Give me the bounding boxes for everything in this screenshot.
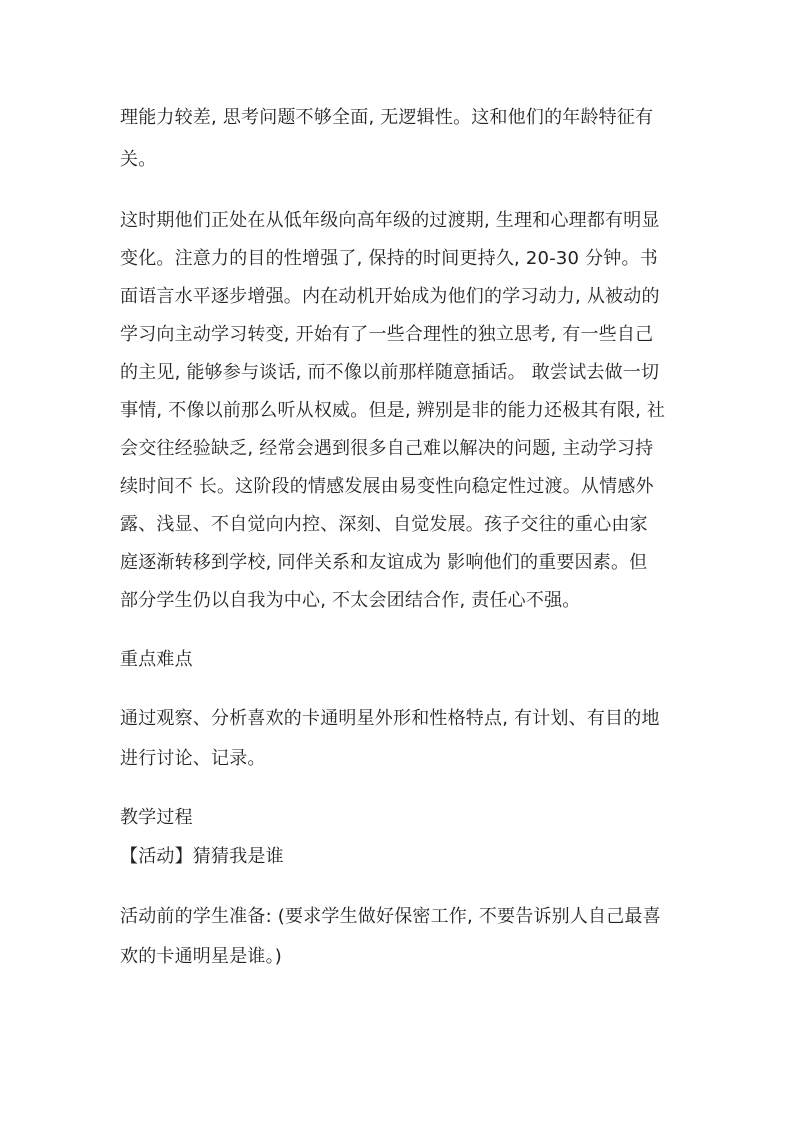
text-line: 变化。注意力的目的性增强了, 保持的时间更持久, 20-30 分钟。书 [120, 248, 658, 269]
text-line: 学习向主动学习转变, 开始有了一些合理性的独立思考, 有一些自己 [120, 324, 654, 345]
text-line: 通过观察、分析喜欢的卡通明星外形和性格特点, 有计划、有目的地 [120, 708, 660, 729]
text-line: 庭逐渐转移到学校, 同伴关系和友谊成为 影响他们的重要因素。但 [120, 552, 648, 573]
text-line: 关。 [120, 149, 157, 170]
text-line: 的主见, 能够参与谈话, 而不像以前那样随意插话。 敢尝试去做一切 [120, 362, 660, 383]
text-line: 续时间不 长。这阶段的情感发展由易变性向稳定性过渡。从情感外 [120, 476, 654, 497]
section-heading: 重点难点 [120, 649, 193, 670]
text-line: 这时期他们正处在从低年级向高年级的过渡期, 生理和心理都有明显 [120, 210, 660, 231]
section-heading: 教学过程 [120, 807, 193, 828]
text-line: 理能力较差, 思考问题不够全面, 无逻辑性。这和他们的年龄特征有 [120, 107, 654, 128]
text-line: 会交往经验缺乏, 经常会遇到很多自己难以解决的问题, 主动学习持 [120, 438, 654, 459]
text-line: 部分学生仍以自我为中心, 不太会团结合作, 责任心不强。 [120, 590, 581, 611]
text-line: 进行讨论、记录。 [120, 748, 266, 769]
activity-title: 【活动】猜猜我是谁 [120, 846, 284, 867]
text-line: 欢的卡通明星是谁。) [120, 946, 283, 967]
text-line: 活动前的学生准备: (要求学生做好保密工作, 不要告诉别人自己最喜 [120, 906, 661, 927]
text-line: 面语言水平逐步增强。内在动机开始成为他们的学习动力, 从被动的 [120, 286, 660, 307]
text-line: 露、浅显、不自觉向内控、深刻、自觉发展。孩子交往的重心由家 [120, 514, 648, 535]
text-line: 事情, 不像以前那么听从权威。但是, 辨别是非的能力还极其有限, 社 [120, 400, 666, 421]
